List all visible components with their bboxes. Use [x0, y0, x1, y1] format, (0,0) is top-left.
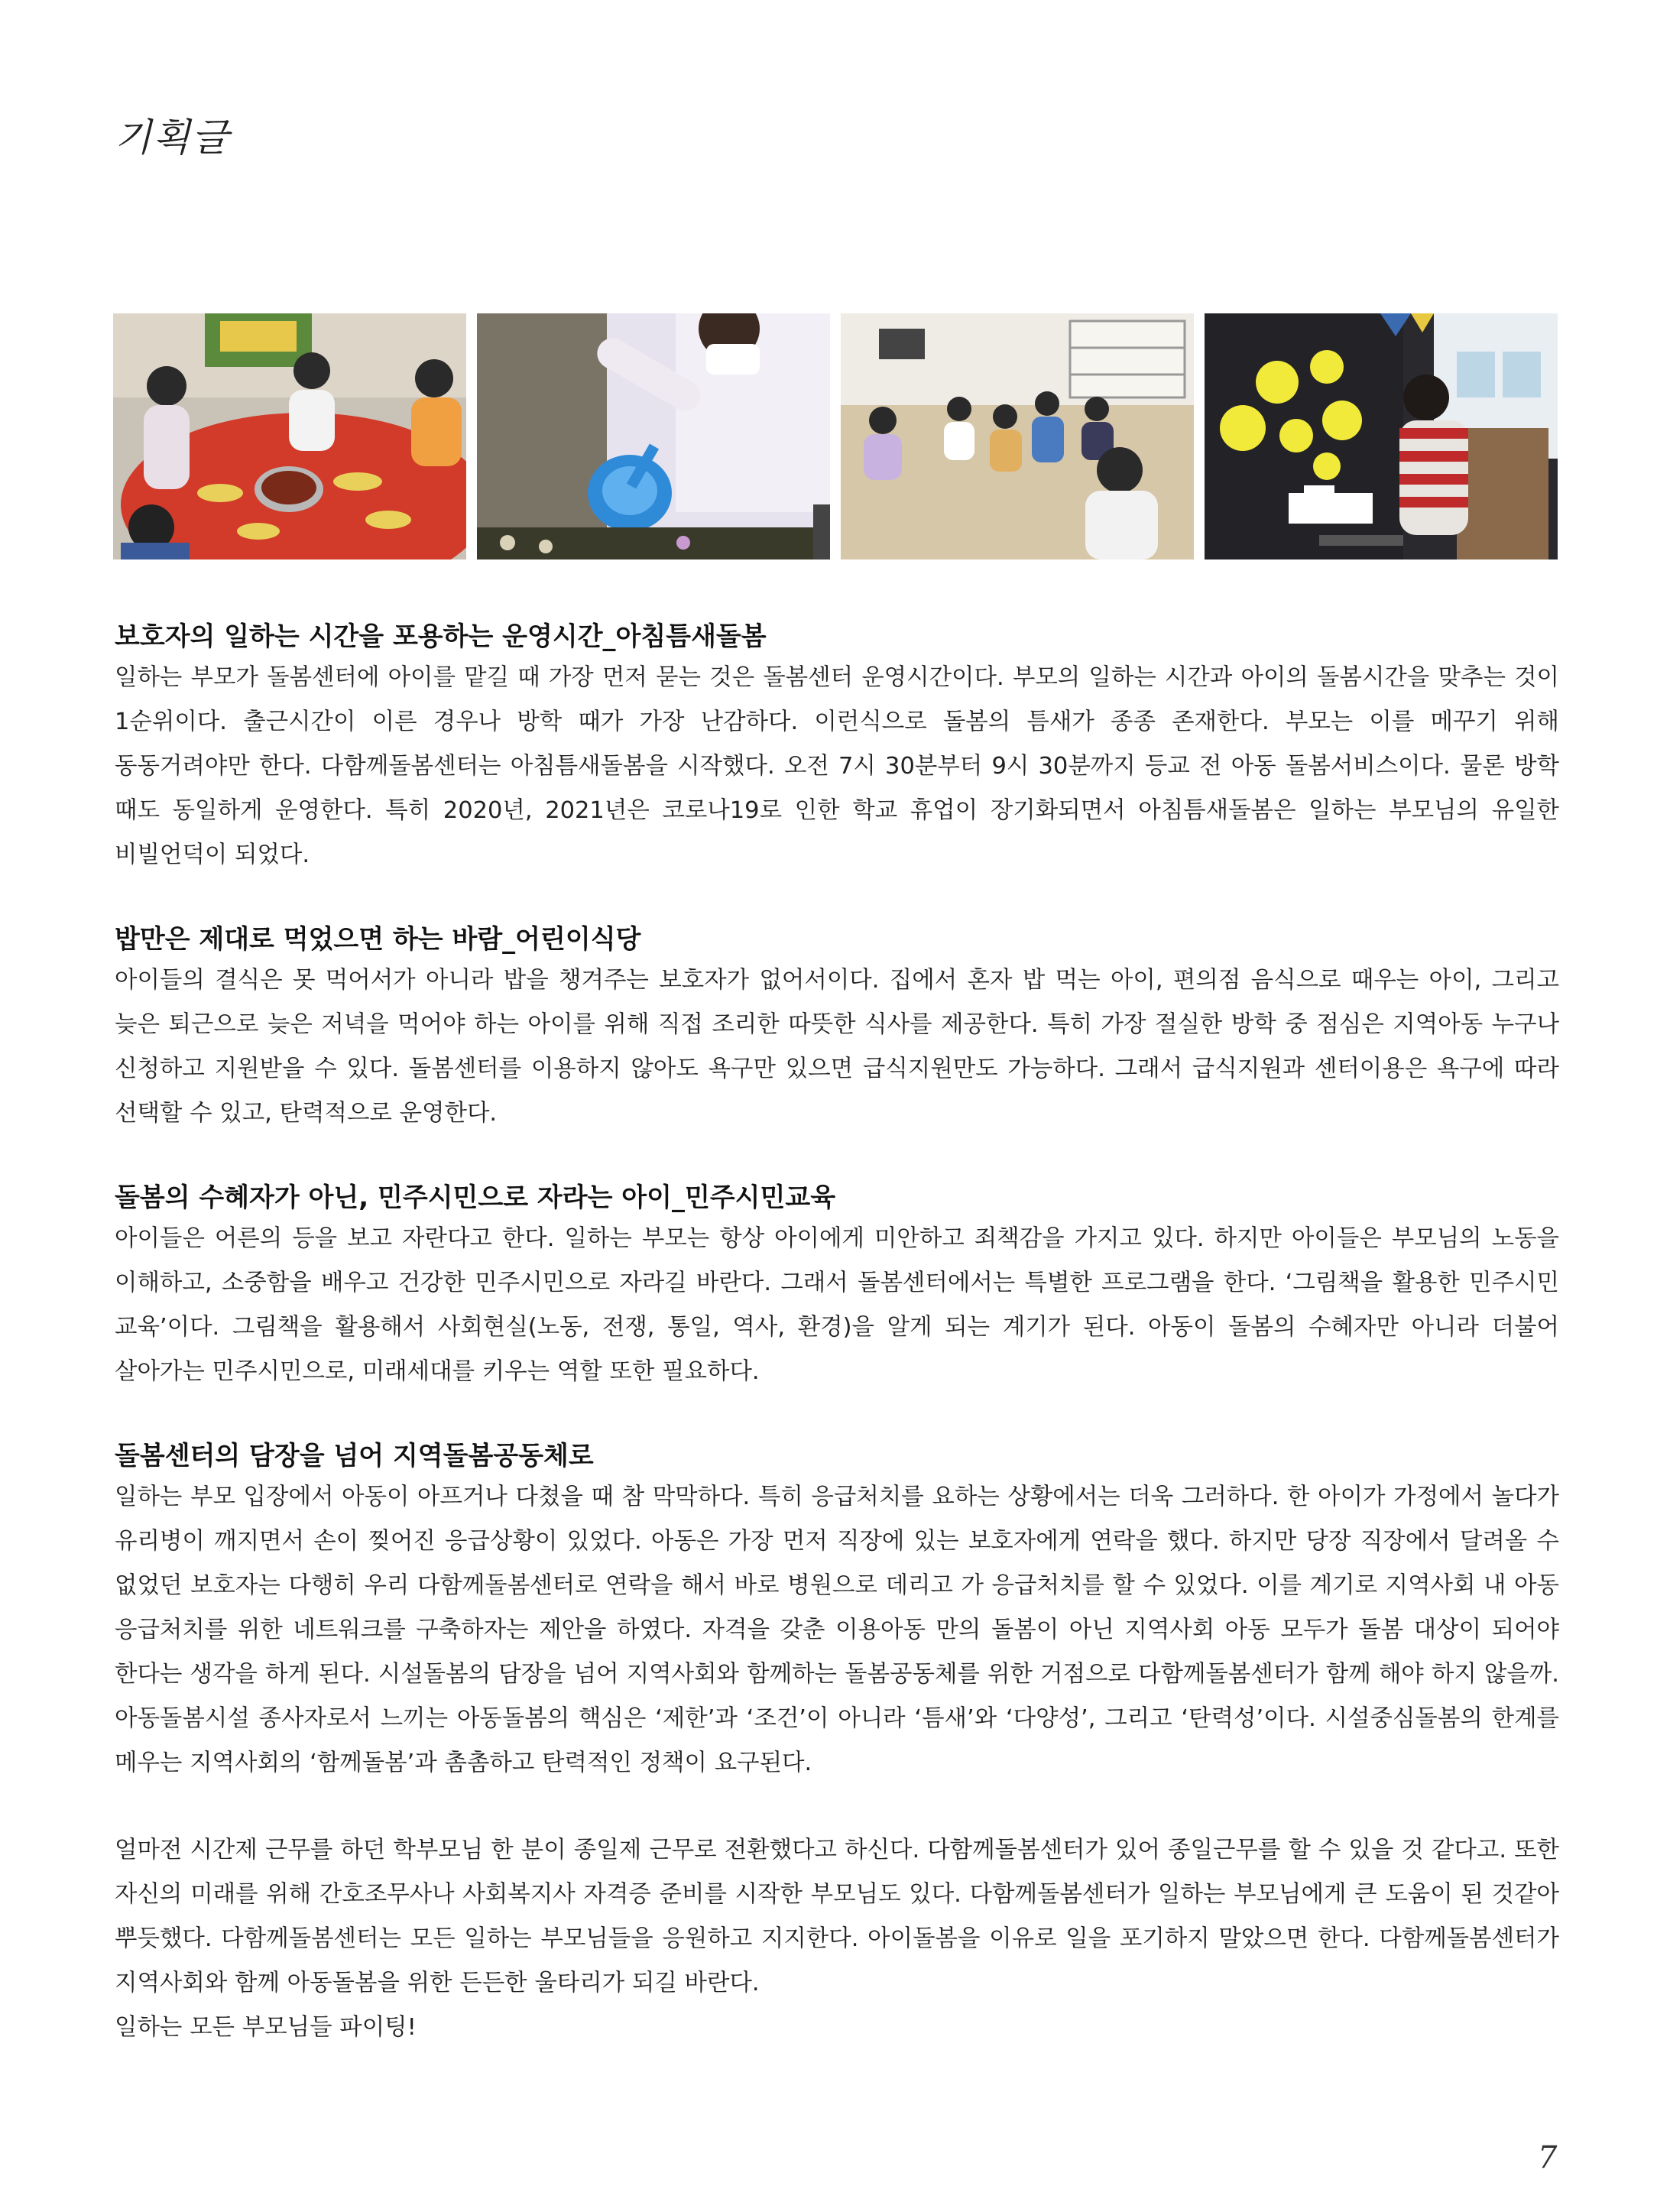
watering-flowers-photo: [477, 313, 830, 559]
writing-on-wall-photo: [1205, 313, 1558, 559]
section-paragraph: 일하는 부모 입장에서 아동이 아프거나 다쳤을 때 참 막막하다. 특히 응급처치를 요하는 상황에서는 더욱 그러하다. 한 아이가 가정에서 놀다가 유리병이 깨지면서 손이 찢어진 응급상황이 있었다. 아동은 가장 먼저 직장에 있는 보호자에게 연락을 했다. 하지만 당장 직장에서 달려올 수 없었던 보호자는 다행히 우리 다함께돌봄센터로 연락을 해서 바로 병원으로 데리고 가 응급처치를 할 수 있었다. 이를 계기로 지역사회 내 아동 응급처치를 위한 네트워크를 구축하자는 제안을 하였다. 자격을 갖춘 이용아동 만의 돌봄이 아닌 지역사회 아동 모두가 돌봄 대상이 되어야 한다는 생각을 하게 된다. 시설돌봄의 담장을 넘어 지역사회와 함께하는 돌봄공동체를 위한 거점으로 다함께돌봄센터가 함께 해야 하지 않을까. 아동돌봄시설 종사자로서 느끼는 아동돌봄의 핵심은 ‘제한’과 ‘조건’이 아니라 ‘틈새’와 ‘다양성’, 그리고 ‘탄력성’이다. 시설중심돌봄의 한계를 메우는 지역사회의 ‘함께돌봄’과 촘촘하고 탄력적인 정책이 요구된다.: [115, 1484, 1559, 1776]
article-body: [115, 618, 1559, 2050]
section-label: 기획글: [115, 115, 230, 160]
article-section: [115, 1437, 1559, 1785]
closing-section: [115, 1828, 1559, 2050]
section-paragraph: 일하는 부모가 돌봄센터에 아이를 맡길 때 가장 먼저 묻는 것은 돌봄센터 운영시간이다. 부모의 일하는 시간과 아이의 돌봄시간을 맞추는 것이 1순위이다. 출근시간이 이른 경우나 방학 때가 가장 난감하다. 이런식으로 돌봄의 틈새가 종종 존재한다. 부모는 이를 메꾸기 위해 동동거려야만 한다. 다함께돌봄센터는 아침틈새돌봄을 시작했다. 오전 7시 30분부터 9시 30분까지 등교 전 아동 돌봄서비스이다. 물론 방학 때도 동일하게 운영한다. 특히 2020년, 2021년은 코로나19로 인한 학교 휴업이 장기화되면서 아침틈새돌봄은 일하는 부모님의 유일한 비빌언덕이 되었다.: [115, 664, 1560, 868]
photo-strip: [113, 313, 1558, 559]
section-heading: 보호자의 일하는 시간을 포용하는 운영시간_아침틈새돌봄: [115, 621, 767, 652]
section-paragraph: 아이들의 결식은 못 먹어서가 아니라 밥을 챙겨주는 보호자가 없어서이다. 집에서 혼자 밥 먹는 아이, 편의점 음식으로 때우는 아이, 그리고 늦은 퇴근으로 늦은 저녁을 먹어야 하는 아이를 위해 직접 조리한 따뜻한 식사를 제공한다. 특히 가장 절실한 방학 중 점심은 지역아동 누구나 신청하고 지원받을 수 있다. 돌봄센터를 이용하지 않아도 욕구만 있으면 급식지원만도 가능하다. 그래서 급식지원과 센터이용은 욕구에 따라 선택할 수 있고, 탄력적으로 운영한다.: [115, 967, 1559, 1127]
section-heading: 돌봄센터의 담장을 넘어 지역돌봄공동체로: [115, 1441, 594, 1471]
section-heading: 돌봄의 수혜자가 아닌, 민주시민으로 자라는 아이_민주시민교육: [115, 1182, 836, 1213]
article-section: [115, 920, 1559, 1136]
closing-cheer: 일하는 모든 부모님들 파이팅!: [115, 2014, 417, 2041]
page-number: 7: [1538, 2140, 1558, 2175]
closing-paragraph: 얼마전 시간제 근무를 하던 학부모님 한 분이 종일제 근무로 전환했다고 하신다. 다함께돌봄센터가 있어 종일근무를 할 수 있을 것 같다고. 또한 자신의 미래를 위해 간호조무사나 사회복지사 자격증 준비를 시작한 부모님도 있다. 다함께돌봄센터가 일하는 부모님에게 큰 도움이 된 것같아 뿌듯했다. 다함께돌봄센터는 모든 일하는 부모님들을 응원하고 지지한다. 아이돌봄을 이유로 일을 포기하지 말았으면 한다. 다함께돌봄센터가 지역사회와 함께 아동돌봄을 위한 든든한 울타리가 되길 바란다.: [115, 1837, 1559, 1996]
kimchi-making-photo: [113, 313, 466, 559]
article-section: [115, 618, 1559, 877]
article-section: [115, 1179, 1559, 1394]
children-exercise-photo: [841, 313, 1194, 559]
section-heading: 밥만은 제대로 먹었으면 하는 바람_어린이식당: [115, 924, 641, 955]
section-paragraph: 아이들은 어른의 등을 보고 자란다고 한다. 일하는 부모는 항상 아이에게 미안하고 죄책감을 가지고 있다. 하지만 아이들은 부모님의 노동을 이해하고, 소중함을 배우고 건강한 민주시민으로 자라길 바란다. 그래서 돌봄센터에서는 특별한 프로그램을 한다. ‘그림책을 활용한 민주시민 교육’이다. 그림책을 활용해서 사회현실(노동, 전쟁, 통일, 역사, 환경)을 알게 되는 계기가 된다. 아동이 돌봄의 수혜자만 아니라 더불어 살아가는 민주시민으로, 미래세대를 키우는 역할 또한 필요하다.: [115, 1225, 1559, 1385]
